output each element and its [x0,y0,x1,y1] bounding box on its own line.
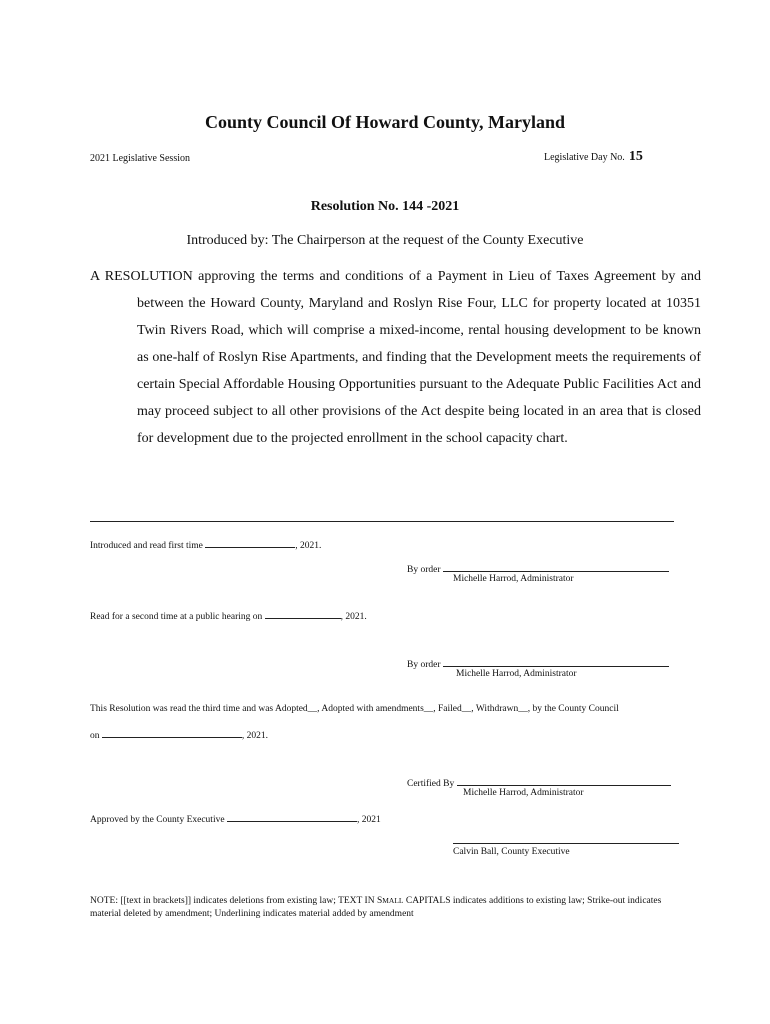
first-reading-line [90,538,321,551]
county-executive: Calvin Ball, County Executive [453,847,570,857]
resolution-number: Resolution No. 144 -2021 [310,199,460,214]
first-by-order-label: By order [407,565,441,575]
legislative-day [544,149,643,165]
certified-signature-line [457,776,671,786]
legislative-day-label: Legislative Day No. [544,152,625,163]
note-part1: NOTE: [[text in brackets]] indicates deletions from existing law; TEXT IN S [90,896,383,906]
second-reading-suffix: , 2021. [340,612,367,622]
second-reading-line [90,609,367,622]
approval-date-blank [227,812,357,822]
second-signature-line [443,657,669,667]
second-administrator: Michelle Harrod, Administrator [456,669,577,679]
section-divider [90,521,674,522]
second-by-order-label: By order [407,660,441,670]
council-title: County Council Of Howard County, Maryland [204,112,566,132]
resolution-text: A RESOLUTION approving the terms and conditions of a Payment in Lieu of Taxes Agreement by and between the Howard County, Maryland and Roslyn Rise Four, LLC for property located at 10351 Twin Rivers Road, which will comprise a mixed-income, rental housing development to be known as one-half of Roslyn Rise Apartments, and finding that the Development meets the requirements of certain Special Affordable Housing Opportunities pursuant to the Adequate Public Facilities Act and may proceed subject to all other provisions of the Act despite being located in an area that is closed for development due to the projected enrollment in the school capacity chart. [90,269,701,446]
certified-by-label: Certified By [407,779,455,789]
legislative-session: 2021 Legislative Session [90,153,190,164]
first-reading-suffix: , 2021. [295,541,322,551]
third-reading-on-label: on [90,731,100,741]
executive-signature-line [453,843,679,844]
first-reading-label: Introduced and read first time [90,541,203,551]
third-administrator: Michelle Harrod, Administrator [463,788,584,798]
note-small-caps: MALL [382,896,404,905]
legend-note [90,894,680,921]
first-administrator: Michelle Harrod, Administrator [453,574,574,584]
legislative-day-number: 15 [628,149,643,164]
approval-line [90,812,381,825]
first-signature-line [443,562,669,572]
first-reading-date-blank [205,538,295,548]
approval-label: Approved by the County Executive [90,815,225,825]
second-reading-label: Read for a second time at a public hearing on [90,612,263,622]
approval-suffix: , 2021 [356,815,381,825]
third-reading-date-blank [102,728,242,738]
third-reading-line: This Resolution was read the third time and was Adopted__, Adopted with amendments__, Failed__, Withdrawn__, by the County Council [90,704,619,714]
third-reading-suffix: , 2021. [241,731,268,741]
introduced-by: Introduced by: The Chairperson at the request of the County Executive [186,233,584,248]
second-reading-date-blank [265,609,341,619]
third-reading-date-line [90,728,268,741]
note-part3: CAPITALS indicates additions to existing law; Strike-out indicates material deleted by amendment; Underlining indicates material added by amendment [90,896,662,919]
